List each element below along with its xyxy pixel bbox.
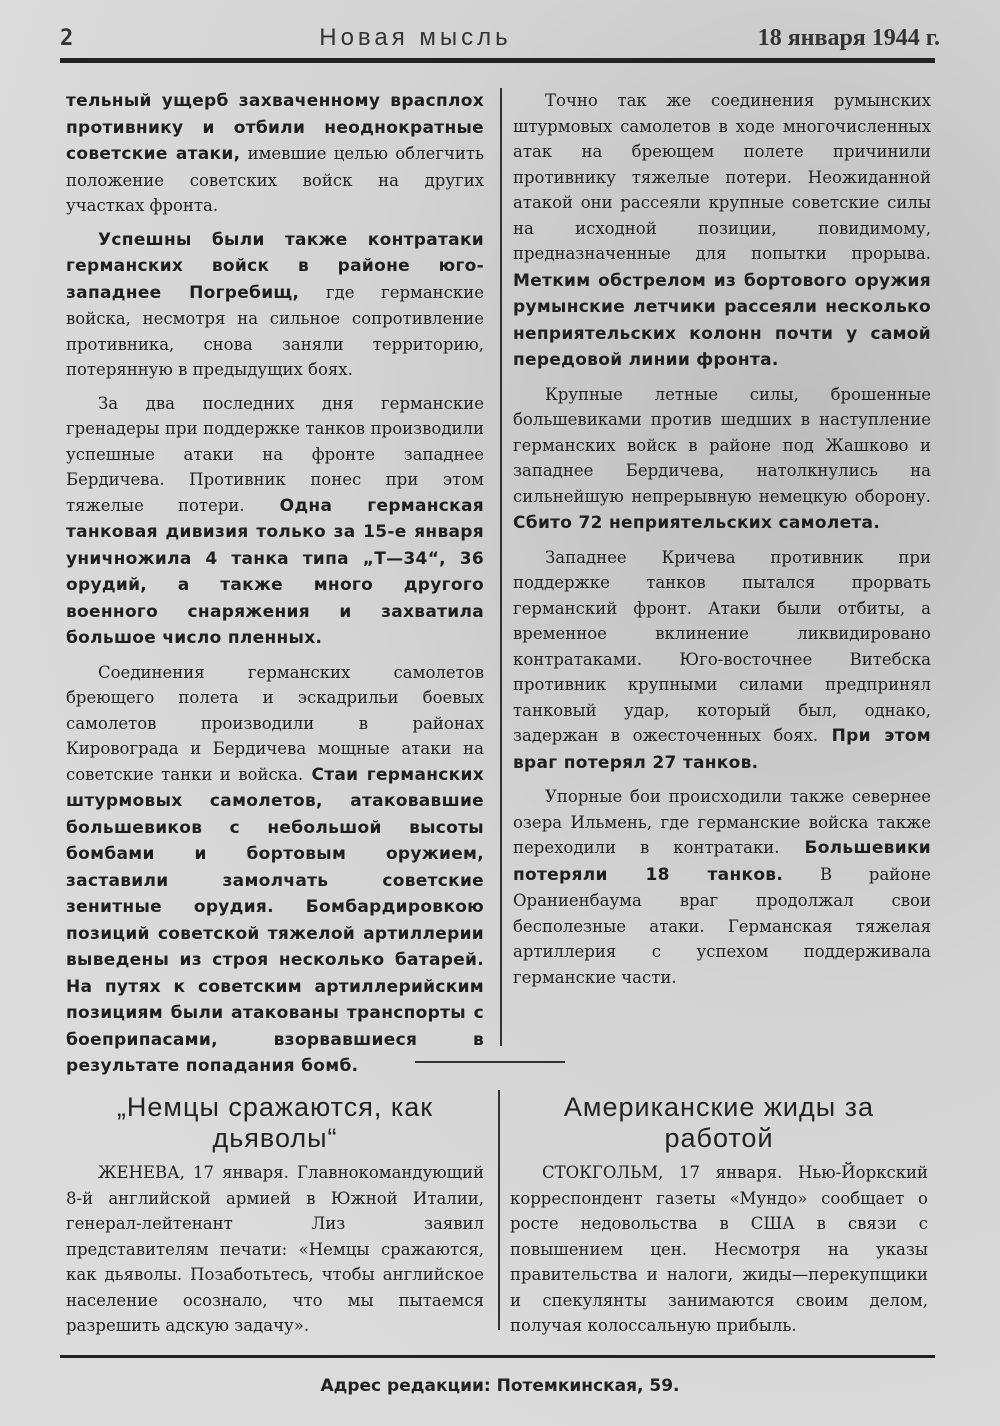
bold-text: Сбито 72 неприятельских самолета. — [513, 513, 881, 533]
article-headline: Американские жиды за работой — [563, 1092, 875, 1153]
column-divider — [500, 88, 502, 1046]
left-column — [66, 88, 484, 1088]
paragraph — [513, 88, 931, 374]
page-header — [60, 18, 940, 58]
bold-text: Стаи германских штурмовых самолетов, атаковавшие большевиков с небольшой высоты бомбами и бортовым оружием, заставили замолчать советские зенитные орудия. Бомбардировкою позиций советской тяжелой артиллерии выведены из строя несколько батарей. На путях к советским артиллерийским позициям были атакованы транспорты с боеприпасами, взорвавшиеся в результате попадания бомб. — [66, 764, 484, 1076]
article-germans-fight — [66, 1092, 484, 1339]
article-divider — [498, 1090, 500, 1330]
paragraph — [66, 227, 484, 383]
paragraph — [66, 391, 484, 652]
bold-text: тельный ущерб захваченному врасплох противнику и отбили неоднократные советские атаки, — [66, 91, 484, 164]
paragraph — [513, 382, 931, 537]
editorial-address: Адрес редакции: Потемкинская, 59. — [320, 1376, 680, 1396]
text: Нью-Йоркский корреспондент газеты «Мундо» сообщает о росте недовольства в США в связи с повышением цен. Несмотря на указы правительства и налоги, жиды—перекупщики и спекулянты занимаются своим делом, получая колоссальную прибыль. — [510, 1163, 928, 1335]
bold-text: Одна германская танковая дивизия только за 15-е января уничножила 4 танка типа „Т—34“, 36 орудий, а также много другого военного снаряжения и захватила большое число пленных. — [66, 495, 484, 648]
newspaper-title: Новая мысль — [319, 24, 512, 51]
paragraph — [66, 88, 484, 219]
text: Крупные летные силы, брошенные большевиками против шедших в наступление германских войск в районе под Жашково и западнее Бердичева, натолкнулись на сильнейшую непрерывную немецкую оборону. — [513, 384, 931, 506]
text: За два последних дня германские гренадеры при поддержке танков производили успешные атаки на фронте западнее Бердичева. Противник понес при этом тяжелые потери. — [66, 393, 484, 515]
paragraph — [513, 545, 931, 777]
paragraph — [66, 660, 484, 1080]
text: Упорные бои происходили также севернее озера Ильмень, где германские войска также переходили в контратаки. — [513, 787, 931, 857]
text: В районе Ораниенбаума враг продолжал свои бесполезные атаки. Германская тяжелая артиллерия с успехом поддерживала германские части. — [513, 864, 931, 987]
dateline: СТОКГОЛЬМ, 17 января. — [542, 1163, 783, 1182]
header-rule — [60, 58, 935, 63]
article-body — [66, 1160, 484, 1339]
section-divider — [415, 1061, 565, 1063]
bold-text: Большевики потеряли 18 танков. — [513, 838, 931, 885]
text: Соединения германских самолетов бреющего полета и эскадрильи боевых самолетов производили в районах Кировограда и Бердичева мощные атаки на советские танки и войска. — [66, 662, 484, 784]
bold-text: Метким обстрелом из бортового оружия румынские летчики рассеяли несколько неприятельских колонн почти у самой передовой линии фронта. — [513, 270, 931, 370]
text: Западнее Кричева противник при поддержке танков пытался прорвать германский фронт. Атаки были отбиты, а временное вклинение ликвидировано контратаками. Юго-восточнее Витебска противник крупными силами предпринял танковый удар, который был, однако, задержан в ожесточенных боях. — [513, 547, 931, 745]
article-american — [510, 1092, 928, 1339]
paragraph — [513, 784, 931, 990]
right-column — [513, 88, 931, 998]
text: имевшие целью облегчить положение советских войск на других участках фронта. — [66, 144, 484, 215]
page-number: 2 — [60, 25, 74, 51]
article-headline: „Немцы сражаются, как дьяволы“ — [116, 1092, 434, 1153]
bold-text: При этом враг потерял 27 танков. — [513, 726, 931, 773]
issue-date: 18 января 1944 г. — [757, 24, 940, 51]
article-body — [510, 1160, 928, 1339]
footer-rule — [60, 1355, 935, 1358]
text: Точно так же соединения румынских штурмовых самолетов в ходе многочисленных атак на бреющем полете причинили противнику тяжелые потери. Неожиданной атакой они рассеяли крупные советские силы на исходной позиции, повидимому, предназначенные для попытки прорыва. — [513, 91, 931, 263]
bold-text: Успешны были также контратаки германских войск в районе юго-западнее Погребищ, — [66, 229, 484, 303]
text: Главнокомандующий 8-й английской армией в Южной Италии, генерал-лейтенант Лиз заявил представителям печати: «Немцы сражаются, как дьяволы. Позаботьтесь, чтобы английское население осознало, что мы пытаемся разрешить адскую задачу». — [66, 1163, 484, 1335]
dateline: ЖЕНЕВА, 17 января. — [98, 1163, 289, 1182]
text: где германские войска, несмотря на сильное сопротивление противника, снова заняли территорию, потерянную в предыдущих боях. — [66, 282, 484, 379]
